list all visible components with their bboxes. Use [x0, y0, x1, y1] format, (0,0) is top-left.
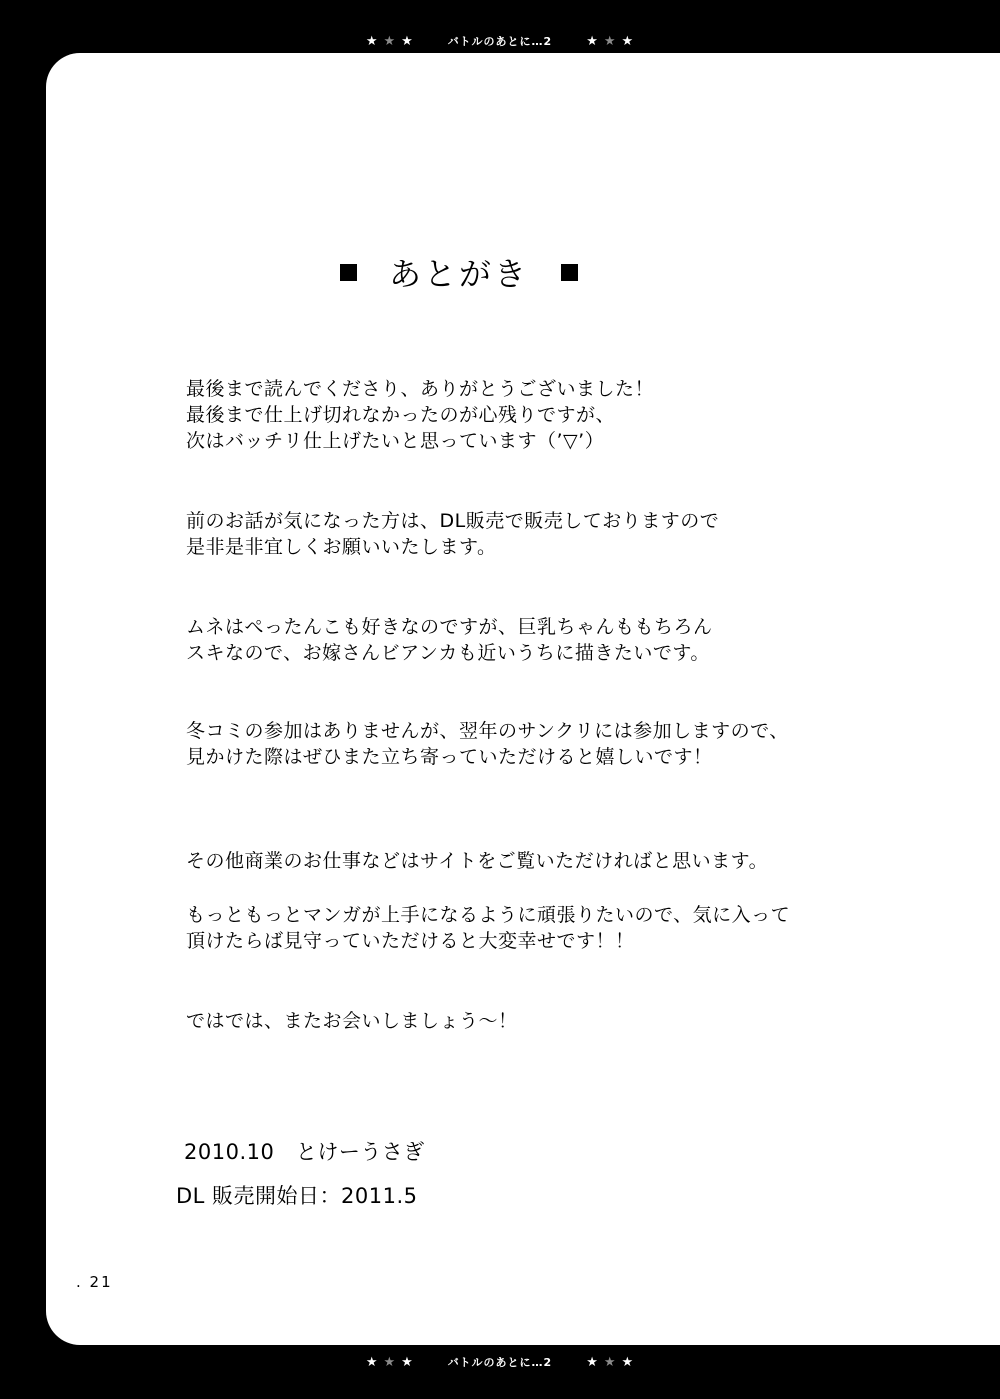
star-icon: ★ — [586, 1354, 599, 1370]
footer-stars-right — [586, 1355, 634, 1370]
paragraph-events — [186, 718, 789, 770]
paragraph-line: もっともっとマンガが上手になるように頑張りたいので、気に入って — [186, 904, 791, 926]
star-icon: ★ — [621, 1354, 635, 1370]
paragraph-line: その他商業のお仕事などはサイトをご覧いただければと思います。 — [186, 850, 769, 872]
afterword-title: あとがき — [389, 255, 530, 293]
footer-title: バトルのあとに…2 — [447, 1356, 553, 1369]
paragraph-farewell — [186, 1008, 518, 1034]
star-icon: ★ — [586, 33, 599, 49]
header-stars-left — [366, 34, 414, 49]
star-icon: ★ — [383, 1354, 397, 1370]
square-bullet-icon — [340, 264, 357, 281]
paragraph-line: 見かけた際はぜひまた立ち寄っていただけると嬉しいです！ — [186, 746, 713, 768]
running-header — [0, 29, 1000, 53]
paragraph-commercial-work — [186, 848, 768, 874]
paragraph-preferences — [186, 614, 713, 666]
running-footer — [0, 1350, 1000, 1374]
paragraph-improve — [186, 902, 790, 954]
paragraph-line: 次はバッチリ仕上げたいと思っています（’▽’） — [186, 430, 605, 452]
signature-date-author: 2010.10 とけーうさぎ — [184, 1140, 425, 1164]
star-icon: ★ — [365, 33, 379, 49]
afterword-heading — [340, 250, 578, 294]
paragraph-line: 最後まで読んでくださり、ありがとうございました！ — [186, 378, 655, 400]
paragraph-dl-sales — [186, 508, 719, 560]
star-icon: ★ — [365, 1354, 379, 1370]
paragraph-thanks — [186, 376, 654, 454]
paragraph-line: 冬コミの参加はありませんが、翌年のサンクリには参加しますので、 — [186, 720, 789, 742]
star-icon: ★ — [603, 33, 617, 49]
paragraph-line: ではでは、またお会いしましょう～！ — [186, 1010, 518, 1032]
dl-release-date: DL 販売開始日：2011.5 — [176, 1184, 418, 1208]
paragraph-line: 前のお話が気になった方は、DL販売で販売しておりますので — [186, 510, 720, 532]
paragraph-line: 是非是非宜しくお願いいたします。 — [186, 536, 497, 558]
star-icon: ★ — [603, 1354, 617, 1370]
footer-stars-left — [366, 1355, 414, 1370]
paragraph-line: 最後まで仕上げ切れなかったのが心残りですが、 — [186, 404, 616, 426]
star-icon: ★ — [401, 33, 414, 49]
paragraph-line: ムネはぺったんこも好きなのですが、巨乳ちゃんももちろん — [186, 616, 713, 638]
page-number: . 21 — [76, 1273, 113, 1291]
square-bullet-icon — [561, 264, 578, 281]
star-icon: ★ — [621, 33, 635, 49]
star-icon: ★ — [383, 33, 397, 49]
header-stars-right — [586, 34, 634, 49]
header-title: バトルのあとに…2 — [447, 35, 553, 48]
star-icon: ★ — [401, 1354, 414, 1370]
paragraph-line: 頂けたらば見守っていただけると大変幸せです！！ — [186, 930, 635, 952]
paragraph-line: スキなので、お嫁さんビアンカも近いうちに描きたいです。 — [186, 642, 710, 664]
